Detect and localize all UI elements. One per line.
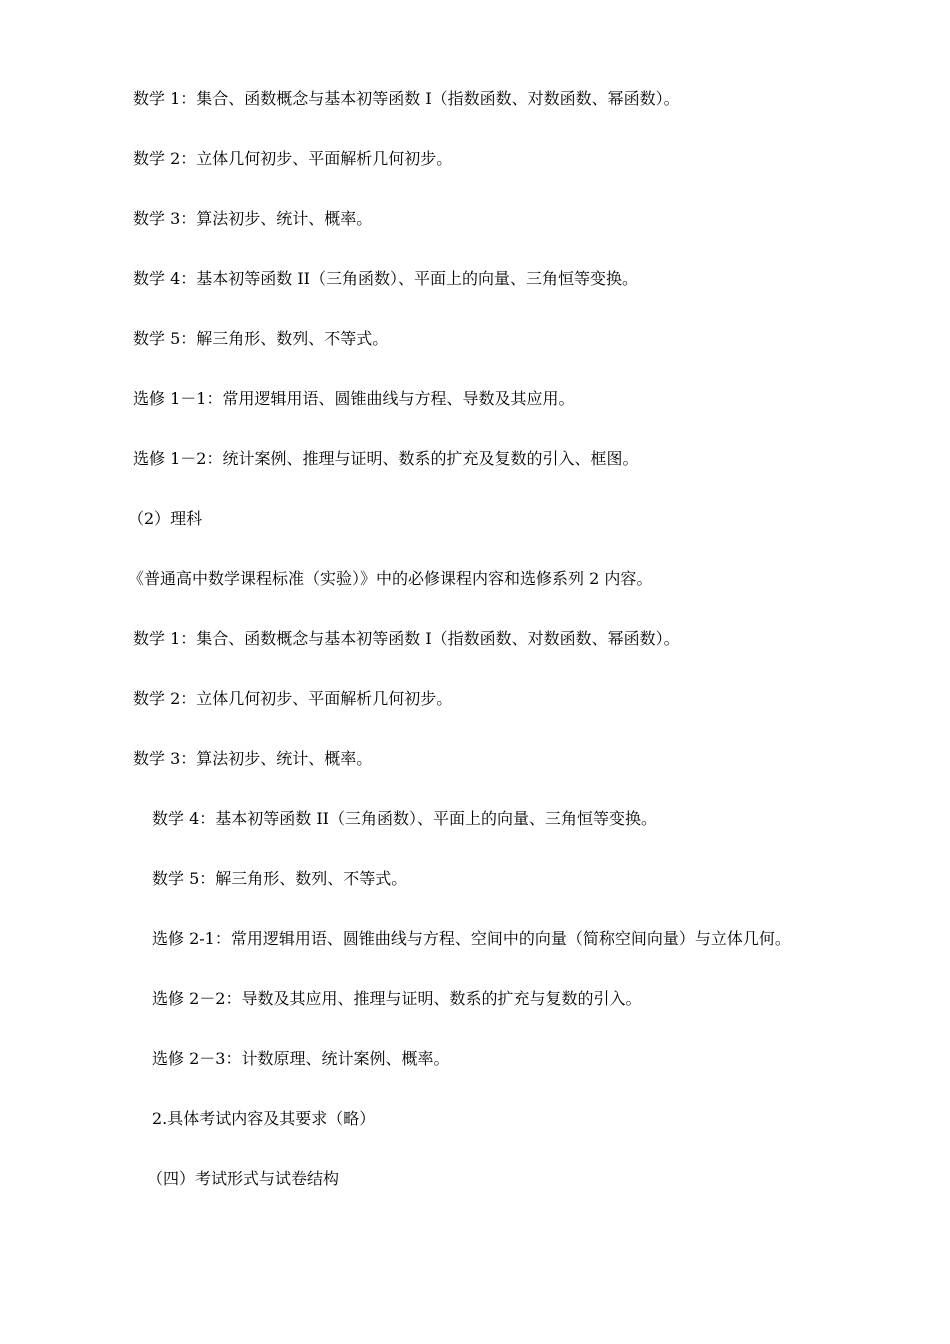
paragraph-science-math-5: 数学 5：解三角形、数列、不等式。	[152, 869, 408, 888]
paragraph-liberal-math-3: 数学 3：算法初步、统计、概率。	[133, 209, 373, 228]
paragraph-liberal-math-5: 数学 5：解三角形、数列、不等式。	[133, 329, 389, 348]
paragraph-elective-2-3: 选修 2－3：计数原理、统计案例、概率。	[152, 1049, 450, 1068]
paragraph-science-math-1: 数学 1：集合、函数概念与基本初等函数 I（指数函数、对数函数、幂函数）。	[133, 629, 680, 648]
paragraph-elective-2-1: 选修 2-1：常用逻辑用语、圆锥曲线与方程、空间中的向量（简称空间向量）与立体几何。	[152, 929, 791, 948]
paragraph-elective-2-2: 选修 2－2：导数及其应用、推理与证明、数系的扩充与复数的引入。	[152, 989, 642, 1008]
paragraph-science-math-2: 数学 2：立体几何初步、平面解析几何初步。	[133, 689, 453, 708]
paragraph-liberal-math-2: 数学 2：立体几何初步、平面解析几何初步。	[133, 149, 453, 168]
paragraph-liberal-math-1: 数学 1：集合、函数概念与基本初等函数 I（指数函数、对数函数、幂函数）。	[133, 89, 680, 108]
paragraph-curriculum-standard: 《普通高中数学课程标准（实验）》中的必修课程内容和选修系列 2 内容。	[128, 569, 653, 588]
paragraph-exam-content: 2.具体考试内容及其要求（略）	[152, 1109, 376, 1128]
paragraph-elective-1-2: 选修 1－2：统计案例、推理与证明、数系的扩充及复数的引入、框图。	[133, 449, 639, 468]
section-heading-exam-format: （四）考试形式与试卷结构	[147, 1169, 340, 1188]
section-heading-science: （2）理科	[128, 509, 203, 528]
paragraph-science-math-3: 数学 3：算法初步、统计、概率。	[133, 749, 373, 768]
paragraph-science-math-4: 数学 4：基本初等函数 II（三角函数）、平面上的向量、三角恒等变换。	[152, 809, 657, 828]
paragraph-liberal-math-4: 数学 4：基本初等函数 II（三角函数）、平面上的向量、三角恒等变换。	[133, 269, 638, 288]
paragraph-elective-1-1: 选修 1－1：常用逻辑用语、圆锥曲线与方程、导数及其应用。	[133, 389, 575, 408]
